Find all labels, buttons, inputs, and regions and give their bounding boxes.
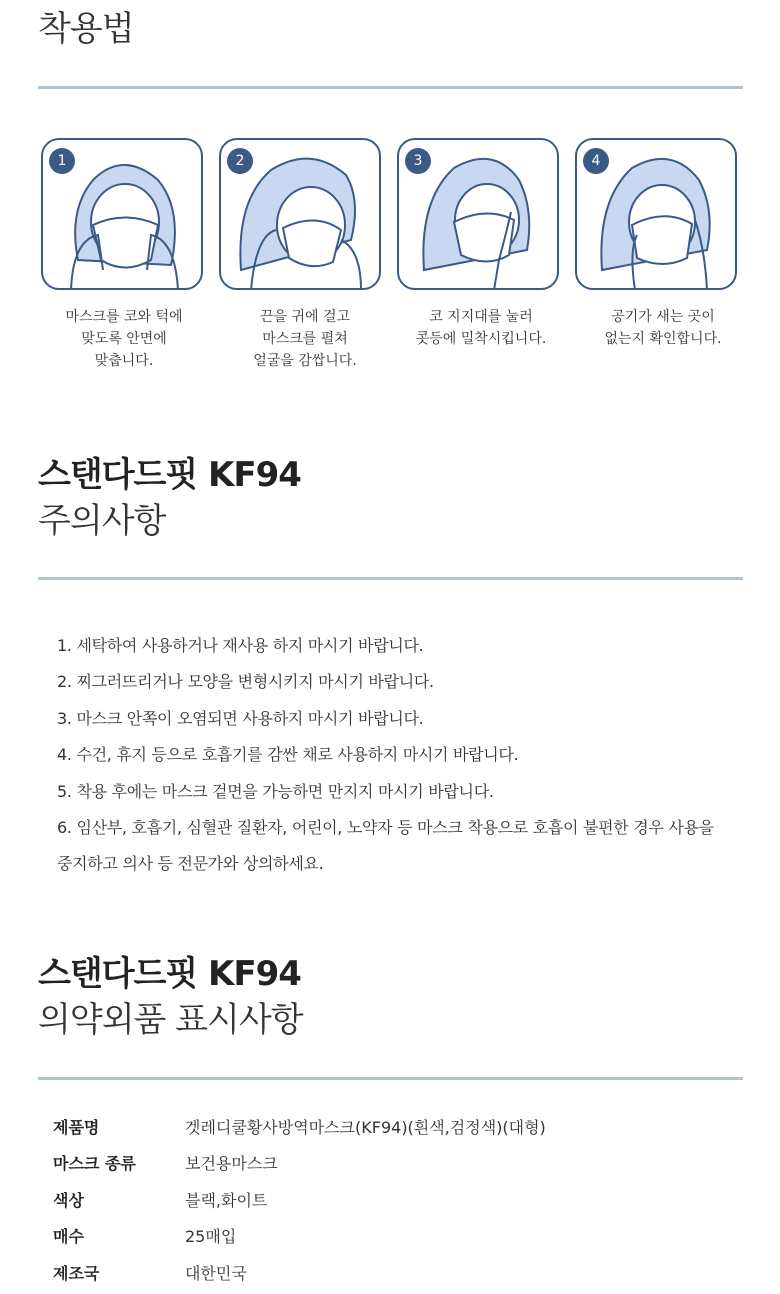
step-card-2 [219, 138, 381, 290]
step-caption-4: 공기가 새는 곳이 없는지 확인합니다. [604, 309, 722, 347]
step-number-badge: 2 [227, 148, 253, 174]
caution-item: 5. 착용 후에는 마스크 겉면을 가능하면 만지지 마시기 바랍니다. [57, 781, 494, 801]
step-number-badge: 1 [49, 148, 75, 174]
info-key: 마스크 종류 [53, 1154, 136, 1174]
step-number-badge: 3 [405, 148, 431, 174]
step-caption-2: 끈을 귀에 걸고 마스크를 펼쳐 얼굴을 감쌉니다. [253, 309, 357, 369]
label-title [38, 951, 303, 1043]
info-key: 색상 [53, 1190, 84, 1210]
step-card-3 [397, 138, 559, 290]
caution-item: 6. 임산부, 호흡기, 심혈관 질환자, 어린이, 노약자 등 마스크 착용으로 호흡이 불편한 경우 사용을 중지하고 의사 등 전문가와 상의하세요. [57, 818, 714, 874]
divider [38, 86, 743, 89]
caution-title [38, 452, 301, 544]
caution-item: 1. 세탁하여 사용하거나 재사용 하지 마시기 바랍니다. [57, 636, 424, 655]
info-key: 제조국 [53, 1263, 100, 1283]
caution-title-light: 주의사항 [38, 501, 166, 541]
step-card-1 [41, 138, 203, 290]
info-key: 제품명 [53, 1118, 100, 1137]
divider [38, 1077, 743, 1080]
info-value: 겟레디쿨황사방역마스크(KF94)(흰색,검정색)(대형) [185, 1118, 546, 1137]
step-caption-1: 마스크를 코와 턱에 맞도록 안면에 맞춥니다. [65, 309, 183, 369]
divider [38, 577, 743, 580]
info-value: 대한민국 [185, 1263, 247, 1283]
caution-list [57, 628, 714, 883]
info-value: 블랙,화이트 [185, 1190, 268, 1210]
label-title-bold: 스탠다드핏 KF94 [38, 954, 301, 994]
info-value: 보건용마스크 [185, 1154, 278, 1174]
caution-title-bold: 스탠다드핏 KF94 [38, 455, 301, 495]
info-value: 25매입 [185, 1227, 237, 1247]
step-caption-3: 코 지지대를 눌러 콧등에 밀착시킵니다. [415, 309, 547, 347]
usage-title: 착용법 [38, 9, 134, 49]
caution-item: 3. 마스크 안쪽이 오염되면 사용하지 마시기 바랍니다. [57, 708, 424, 728]
info-key: 매수 [53, 1227, 84, 1247]
caution-item: 2. 찌그러뜨리거나 모양을 변형시키지 마시기 바랍니다. [57, 672, 434, 692]
step-number-badge: 4 [583, 148, 609, 174]
step-card-4 [575, 138, 737, 290]
label-title-light: 의약외품 표시사항 [38, 1000, 303, 1040]
caution-item: 4. 수건, 휴지 등으로 호흡기를 감싼 채로 사용하지 마시기 바랍니다. [57, 745, 519, 765]
